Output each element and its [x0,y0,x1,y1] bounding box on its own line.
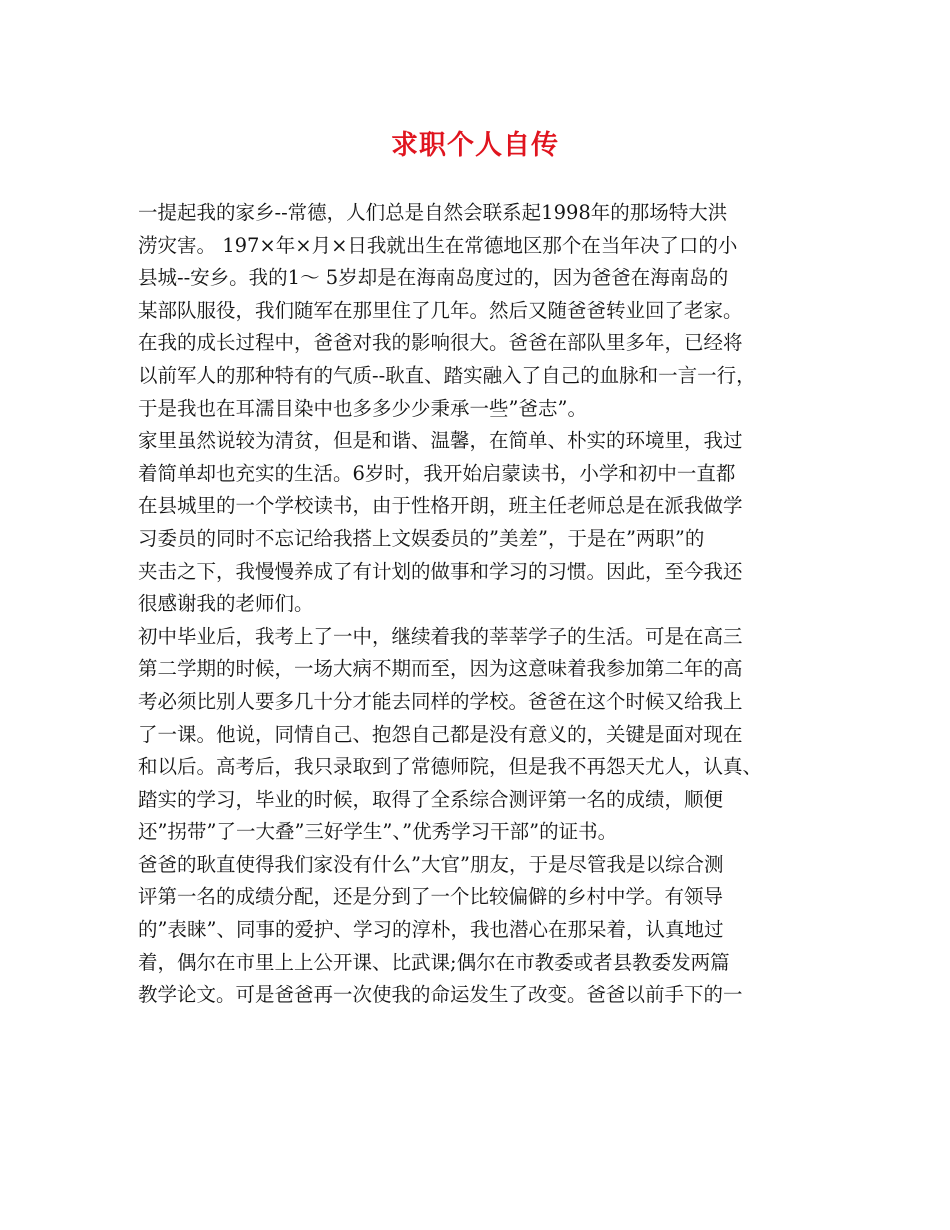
body-line: 在县城里的一个学校读书，由于性格开朗，班主任老师总是在派我做学 [138,494,743,518]
body-line: 着简单却也充实的生活。6岁时，我开始启蒙读书，小学和初中一直都 [138,461,736,485]
body-line: 踏实的学习，毕业的时候，取得了全系综合测评第一名的成绩，顺便 [138,787,724,811]
body-line: 着，偶尔在市里上上公开课、比武课;偶尔在市教委或者县教委发两篇 [138,950,730,974]
body-line: 考必须比别人要多几十分才能去同样的学校。爸爸在这个时候又给我上 [138,689,743,713]
body-line: 某部队服役，我们随军在那里住了几年。然后又随爸爸转业回了老家。 [138,298,743,322]
body-line: 在我的成长过程中，爸爸对我的影响很大。爸爸在部队里多年，已经将 [138,331,743,355]
body-line: 初中毕业后，我考上了一中，继续着我的莘莘学子的生活。可是在高三 [138,624,743,648]
body-line: 涝灾害。 197×年×月×日我就出生在常德地区那个在当年决了口的小 [138,233,738,257]
body-line: 家里虽然说较为清贫，但是和谐、温馨，在简单、朴实的环境里，我过 [138,429,743,453]
body-line: 以前军人的那种特有的气质--耿直、踏实融入了自己的血脉和一言一行， [138,363,756,387]
body-line: 和以后。高考后，我只录取到了常德师院，但是我不再怨天尤人，认真、 [138,755,763,779]
body-line: 评第一名的成绩分配，还是分到了一个比较偏僻的乡村中学。有领导 [138,885,724,909]
body-line: 还”拐带”了一大叠”三好学生”、”优秀学习干部”的证书。 [138,820,618,844]
body-line: 教学论文。可是爸爸再一次使我的命运发生了改变。爸爸以前手下的一 [138,983,743,1007]
body-line: 的”表睐”、同事的爱护、学习的淳朴，我也潜心在那呆着，认真地过 [138,918,724,942]
document-title: 求职个人自传 [391,130,559,161]
body-line: 了一课。他说，同情自己、抱怨自己都是没有意义的，关键是面对现在 [138,722,743,746]
body-line: 爸爸的耿直使得我们家没有什么”大官”朋友，于是尽管我是以综合测 [138,852,724,876]
body-line: 习委员的同时不忘记给我搭上文娱委员的”美差”，于是在”两职”的 [138,526,705,550]
document-body [138,197,828,1012]
body-line: 县城--安乡。我的1～ 5岁却是在海南岛度过的，因为爸爸在海南岛的 [138,266,729,290]
body-line: 第二学期的时候，一场大病不期而至，因为这意味着我参加第二年的高 [138,657,743,681]
body-line: 一提起我的家乡--常德，人们总是自然会联系起1998年的那场特大洪 [138,201,728,224]
body-line: 于是我也在耳濡目染中也多多少少秉承一些”爸志”。 [138,396,587,420]
body-line: 夹击之下，我慢慢养成了有计划的做事和学习的习惯。因此，至今我还 [138,559,743,583]
body-line: 很感谢我的老师们。 [138,592,314,616]
